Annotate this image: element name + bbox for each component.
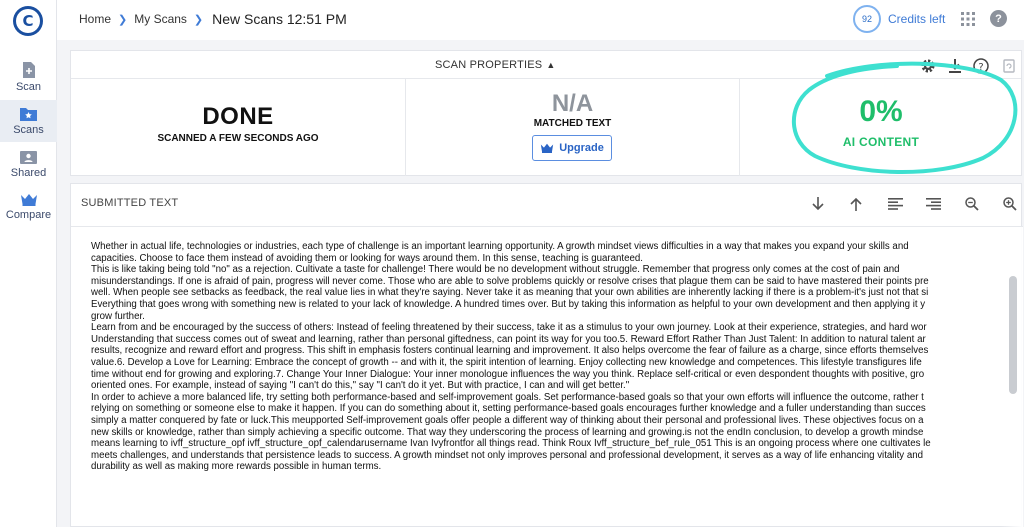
upgrade-button[interactable] (532, 135, 612, 161)
crown-icon (20, 193, 38, 206)
sidebar-item-scan[interactable] (0, 56, 57, 98)
scan-status-cell (71, 79, 405, 176)
submitted-text-body (91, 241, 1024, 527)
app-logo[interactable] (13, 6, 43, 36)
arrow-down-icon (812, 197, 824, 211)
text-line: simply a matter conquered by fate or luck.This meupported Self-improvement goals offer people a different way of thinking about their personal and professional lives. These objectives focus on a (91, 414, 924, 426)
breadcrumb-home[interactable]: Home (79, 12, 112, 26)
sidebar-item-label: Scan (15, 80, 42, 93)
sidebar-item-compare[interactable] (0, 186, 57, 228)
text-line: well. When people see setbacks as feedback, the real value lies in what they're saying. Never take it as meaning that your own abilities are inherently lacking if there is a problem-it's just not that si (91, 287, 929, 299)
text-line: Whether in actual life, technologies or industries, each type of challenge is an important learning opportunity. A growth mindset views difficulties in a way that makes you expand your skills and (91, 241, 909, 252)
page-title: New Scans 12:51 PM (212, 11, 347, 27)
credits-indicator[interactable] (853, 5, 945, 33)
align-left-icon (888, 198, 903, 210)
chevron-right-icon: ❯ (193, 13, 204, 26)
zoom-out-button[interactable] (961, 194, 983, 214)
scan-properties-toggle[interactable] (435, 59, 555, 71)
ai-content-caption: AI CONTENT (842, 135, 920, 149)
matched-text-value: N/A (551, 90, 594, 117)
breadcrumb-my-scans[interactable]: My Scans (134, 12, 187, 26)
text-line: This is like taking being told "no" as a rejection. Cultivate a taste for challenge! There would be no development without struggle. Remember that progress only comes at the cost of pain and (91, 264, 900, 276)
text-line: Understanding that success comes out of sweat and learning, rather than personal giftedness, can point its way for you too.5. Reward Effort Rather Than Just Talent: In addition to natural talent ar (91, 333, 926, 345)
shared-user-icon (20, 150, 37, 164)
scan-status-caption: SCANNED A FEW SECONDS AGO (157, 133, 319, 144)
file-plus-icon (22, 62, 36, 78)
text-line: capacities. Choose to face them instead of avoiding them or looking for ways around them. In this sense, teaching is guaranteed. (91, 252, 643, 264)
apps-grid-icon[interactable] (961, 12, 975, 31)
help-icon[interactable]: ? (990, 10, 1007, 27)
scan-status-value: DONE (202, 103, 274, 130)
folder-star-icon (20, 107, 37, 121)
svg-text:?: ? (978, 62, 984, 73)
text-line: misunderstandings. If one is afraid of pain, progress will never come. Those who are able to solve problems quickly or resolve crises that plague them can be said to have mastered their points pre (91, 275, 929, 287)
text-line: In order to achieve a more balanced life, try setting both performance-based and self-improvement goals. Set performance-based goals so that your own efforts will influence the outcome, rather t (91, 391, 924, 403)
arrow-up-icon (850, 197, 862, 211)
scan-properties-title: SCAN PROPERTIES (435, 59, 543, 71)
sidebar-item-label: Shared (10, 166, 47, 179)
zoom-out-icon (965, 197, 979, 211)
upgrade-button-label: Upgrade (559, 142, 604, 154)
credits-label: Credits left (888, 12, 946, 26)
highlight-ring (787, 58, 1023, 176)
sidebar (0, 0, 57, 527)
previous-match-button[interactable] (845, 194, 867, 214)
sidebar-item-shared[interactable] (0, 143, 57, 185)
chevron-right-icon: ❯ (118, 13, 128, 26)
scrollbar[interactable] (1009, 276, 1017, 394)
matched-text-cell (406, 79, 739, 176)
ai-content-value: 0% (859, 95, 903, 128)
text-line: oriented ones. For example, instead of saying "I can't do this," say "I can't do it yet. But with practice, I can and will get better." (91, 380, 630, 392)
text-line: durability as well as making more rewards possible in human terms. (91, 461, 382, 473)
text-line: meets challenges, and understands that persistence leads to success. A growth mindset not only improves personal and professional development, it serves as a way of life enhancing vitality and (91, 449, 923, 461)
matched-text-caption: MATCHED TEXT (533, 118, 612, 129)
submitted-text-panel (70, 183, 1022, 527)
sidebar-item-label: Scans (13, 123, 44, 136)
align-right-icon (926, 198, 941, 210)
next-match-button[interactable] (807, 194, 829, 214)
text-line: time without end for growing and exploring.7. Change Your Inner Dialogue: Your inner monologue influences the way you think. Replace self-critical or even despondent thoughts with positive, gro (91, 368, 925, 380)
sidebar-item-scans[interactable] (0, 100, 57, 142)
text-line: new skills or knowledge, rather than simply achieving a specific outcome. That way they underscoring the process of learning and growing.is not the endIn conclusion, to develop a growth mindse (91, 426, 924, 438)
text-line: value.6. Develop a Love for Learning: Embrace the concept of growth -- and with it, the spirit intention of learning. Enjoy collecting new knowledge and competences. This lifestyle transfigures life (91, 356, 922, 368)
scan-properties-panel (70, 50, 1022, 176)
credits-count: 92 (861, 14, 872, 24)
credits-ring (853, 5, 881, 33)
zoom-in-icon (1003, 197, 1017, 211)
text-line: means learning to ivff_structure_opf ivff_structure_opf_calendarusername Ivan Ivyfrontfor all things read. Think Roux Ivff_structure_bef_rule_051 This is an ongoing process where one cultivates le (91, 438, 931, 450)
crown-icon (540, 143, 554, 153)
breadcrumb (79, 11, 347, 27)
text-line: relying on something or someone else to make it happen. If you can do something about it, setting performance-based goals encourages further knowledge and a fuller understanding than succes (91, 403, 926, 415)
chevron-up-icon: ▲ (546, 60, 556, 70)
text-line: results, recognize and reward effort and progress. This shift in emphasis fosters continual learning and improvement. It also helps overcome the fear of failure as a charge, since efforts themselves (91, 345, 929, 357)
submitted-text-title: SUBMITTED TEXT (81, 197, 179, 209)
align-right-button[interactable] (922, 194, 944, 214)
top-bar (57, 0, 1024, 40)
zoom-in-button[interactable] (999, 194, 1021, 214)
logo-letter: C (22, 11, 34, 30)
divider (71, 226, 1023, 227)
text-line: grow further. (91, 310, 145, 322)
align-left-button[interactable] (884, 194, 906, 214)
text-line: Everything that goes wrong with something new is related to your lack of knowledge. A hundred times over. But by taking this information as helpful to your own development and then applying it y (91, 298, 926, 310)
text-line: Learn from and be encouraged by the success of others: Instead of feeling threatened by their success, take it as a stimulus to your own journey. Look at their experience, strategies, and hard wor (91, 322, 927, 334)
sidebar-item-label: Compare (5, 209, 52, 221)
